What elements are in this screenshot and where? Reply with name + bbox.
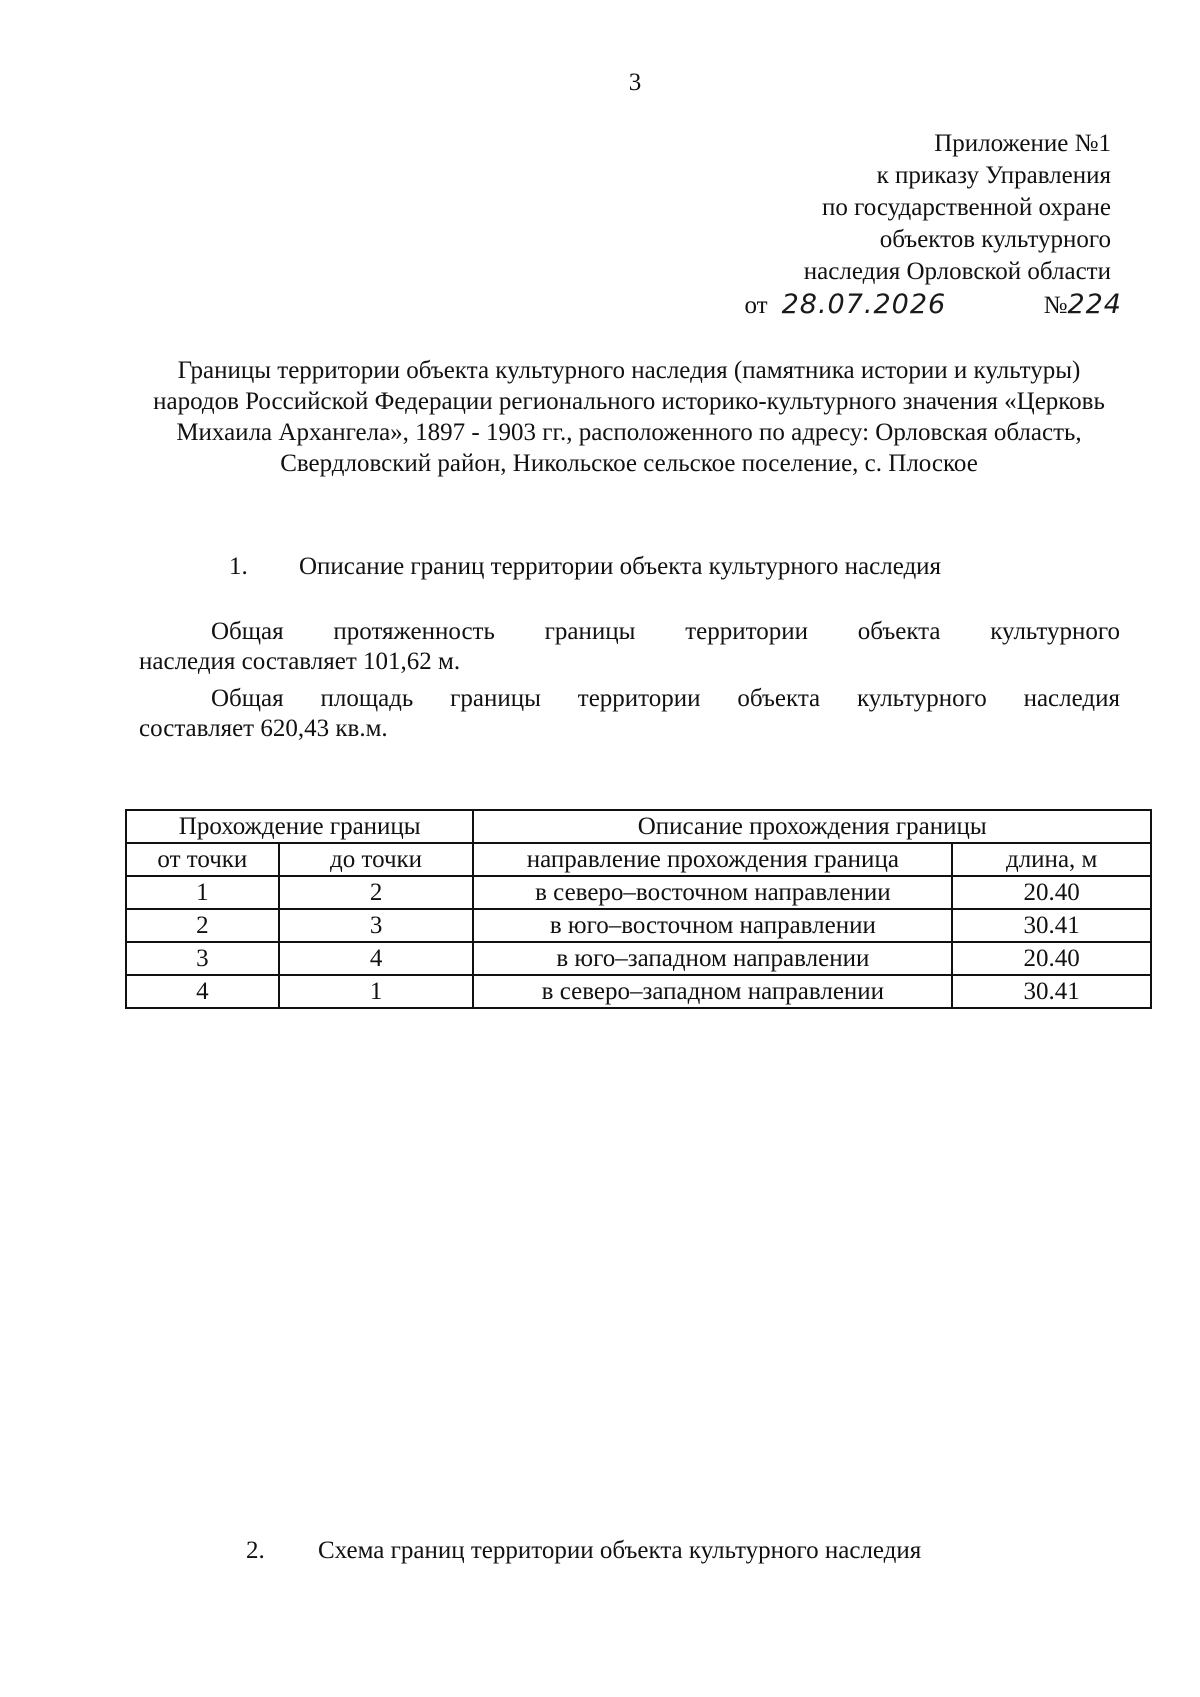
handwritten-date: 28.07.2026 [781, 289, 947, 320]
paragraph-line: Общая протяженность границы территории объекта культурного [211, 618, 1120, 645]
date-label: от [744, 292, 768, 319]
table-cell: 30.41 [952, 975, 1151, 1008]
order-date-line [522, 290, 1122, 326]
number-label: № [1043, 292, 1068, 319]
appendix-line: наследия Орловской области [803, 258, 1111, 285]
table-row [126, 876, 1151, 909]
table-cell: 20.40 [952, 876, 1151, 909]
group-header-cell: Описание прохождения границы [473, 810, 1151, 843]
section-number: 1. [229, 553, 248, 580]
section-title: Описание границ территории объекта культурного наследия [299, 553, 942, 580]
column-header: до точки [279, 843, 474, 876]
table-row [126, 975, 1151, 1008]
table-cell: в северо–западном направлении [473, 975, 952, 1008]
table-cell: в северо–восточном направлении [473, 876, 952, 909]
group-header-cell: Прохождение границы [126, 810, 473, 843]
table-cell: 4 [126, 975, 279, 1008]
column-header: длина, м [952, 843, 1151, 876]
table-cell: 2 [279, 876, 474, 909]
table-cell: 20.40 [952, 942, 1151, 975]
total-area-paragraph [139, 684, 1120, 744]
column-header: от точки [126, 843, 279, 876]
table-cell: 1 [126, 876, 279, 909]
table-cell: 3 [279, 909, 474, 942]
section-title: Схема границ территории объекта культурного наследия [318, 1537, 922, 1564]
column-header: направление прохождения граница [473, 843, 952, 876]
table-cell: 30.41 [952, 909, 1151, 942]
section-number: 2. [246, 1537, 265, 1564]
paragraph-line: составляет 620,43 кв.м. [139, 715, 388, 742]
document-title: Границы территории объекта культурного наследия (памятника истории и культуры) народов Российской Федерации регионального историко-культурного значения «Церковь Михаила Архангела», 1897 - 1903 гг., расположенного по адресу: Орловская область, Свердловский район, Никольское сельское поселение, с. Плоское [153, 357, 1105, 477]
appendix-line: по государственной охране [821, 194, 1111, 221]
boundary-table [125, 809, 1152, 1009]
table-group-header-row [126, 810, 1151, 843]
page-number: 3 [628, 69, 642, 96]
table-row [126, 909, 1151, 942]
table-row [126, 942, 1151, 975]
section-2-heading [246, 1536, 921, 1566]
appendix-block [511, 128, 1111, 288]
table-cell: в юго–восточном направлении [473, 909, 952, 942]
table-header-row [126, 843, 1151, 876]
appendix-line: к приказу Управления [876, 162, 1111, 189]
table-cell: 4 [279, 942, 474, 975]
handwritten-number: 224 [1067, 289, 1122, 320]
total-length-paragraph [139, 617, 1120, 677]
appendix-line: объектов культурного [879, 226, 1111, 253]
paragraph-line: наследия составляет 101,62 м. [139, 648, 461, 675]
table-cell: 2 [126, 909, 279, 942]
table-cell: 1 [279, 975, 474, 1008]
paragraph-line: Общая площадь границы территории объекта культурного наследия [211, 685, 1120, 712]
table-cell: в юго–западном направлении [473, 942, 952, 975]
table-cell: 3 [126, 942, 279, 975]
section-1-heading [229, 552, 941, 582]
appendix-line: Приложение №1 [934, 130, 1111, 157]
